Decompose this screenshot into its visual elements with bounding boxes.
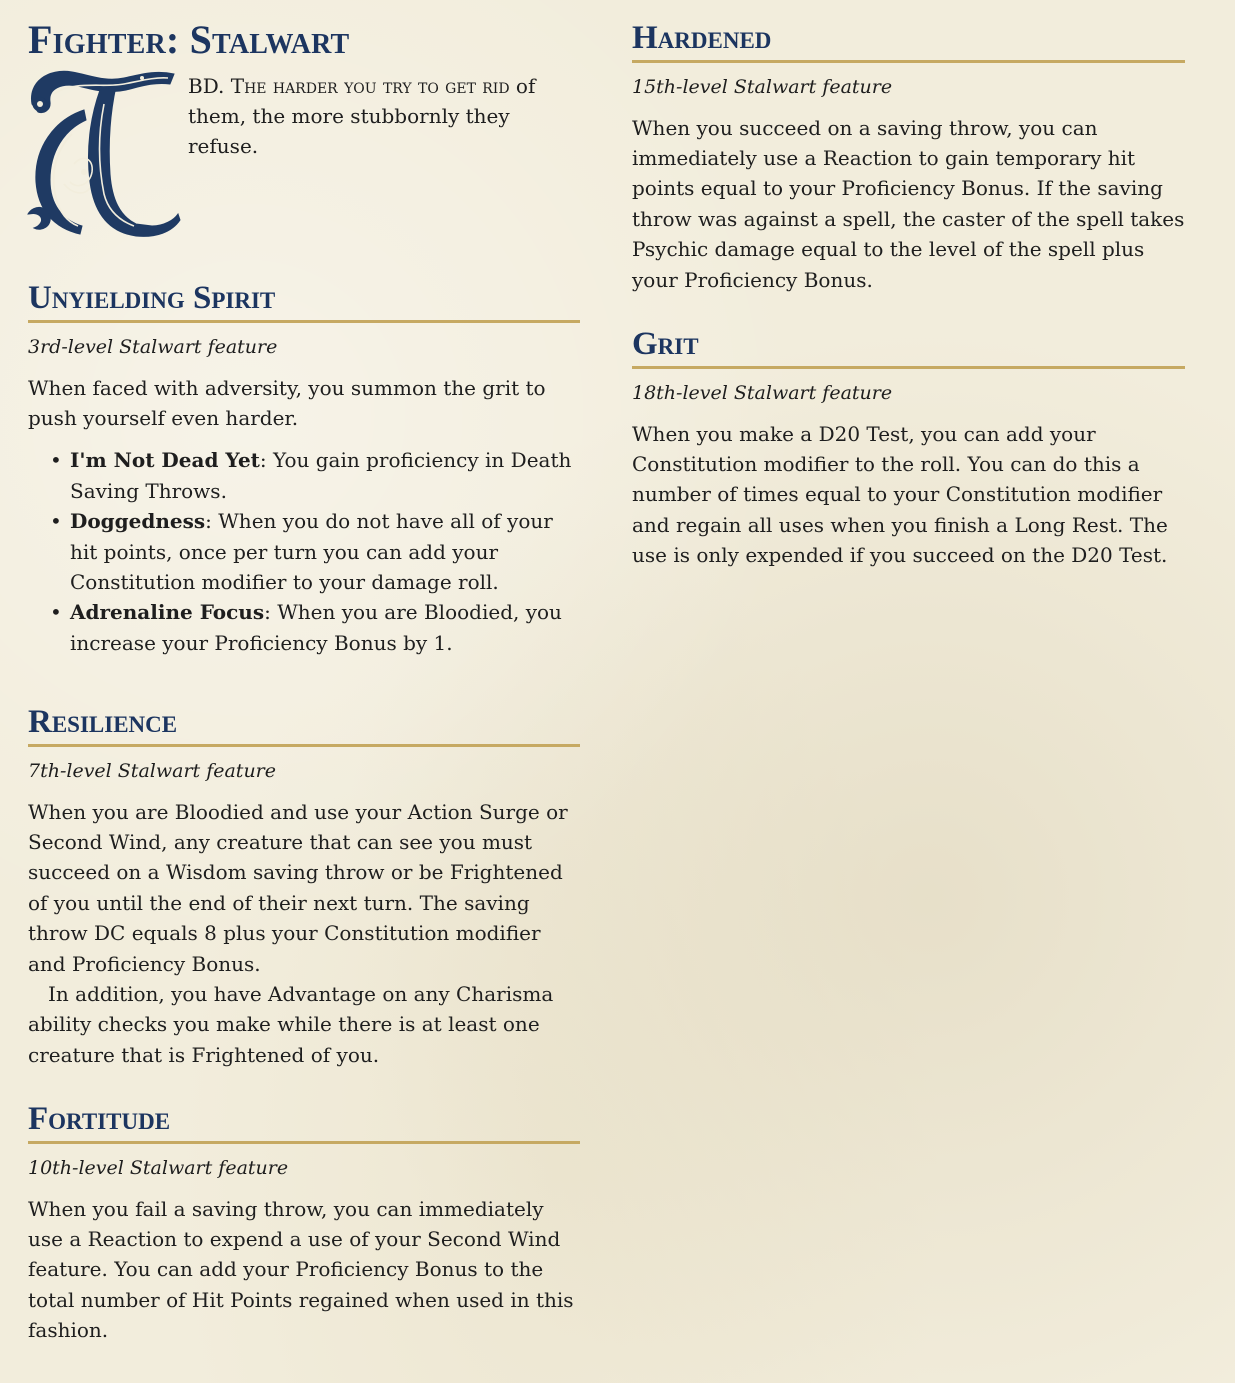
section-hardened [632,21,1185,295]
section-heading: Resilience [28,705,580,747]
feature-level: 3rd-level Stalwart feature [28,335,278,358]
intro-paragraph [188,71,578,161]
section-heading: Unyielding Spirit [28,281,580,323]
bullet-term: I'm Not Dead Yet [70,448,260,473]
section-body: When you fail a saving throw, you can immediately use a Reaction to expend a use of your Second Wind feature. You can add your Proficiency Bonus to the total number of Hit Points regained when used in this fashion. [28,1196,574,1343]
section-heading: Grit [632,327,1185,369]
section-body: When you make a D20 Test, you can add your Constitution modifier to the roll. You can do this a number of times equal to your Constitution modifier and regain all uses when you finish a Long Rest. The use is only expended if you succeed on the D20 Test. [632,421,1168,568]
list-item [28,445,580,506]
list-item [28,506,580,597]
ornate-letter-t-icon [24,64,182,240]
feature-level: 18th-level Stalwart feature [632,381,893,404]
section-body: When you succeed on a saving throw, you can immediately use a Reaction to gain temporary hit points equal to your Proficiency Bonus. If the saving throw was against a spell, the caster of the spell takes Psychic damage equal to the level of the spell plus your Proficiency Bonus. [632,115,1185,292]
list-item [28,597,580,658]
bullet-icon: • [50,600,62,625]
bullet-text: : When you are Bloodied, you increase your Proficiency Bonus by 1. [70,600,562,655]
bullet-text: : When you do not have all of your hit points, once per turn you can add your Constitution modifier to your damage roll. [70,509,553,595]
feature-level: 10th-level Stalwart feature [28,1156,289,1179]
bullet-icon: • [50,509,62,534]
section-body: When you are Bloodied and use your Action Surge or Second Wind, any creature that can see you must succeed on a Wisdom saving throw or be Frightened of you until the end of their next turn. The saving throw DC equals 8 plus your Constitution modifier and Proficiency Bonus. [28,799,568,976]
feature-level: 15th-level Stalwart feature [632,75,893,98]
bullet-text: : You gain proficiency in Death Saving Throws. [70,448,572,503]
feature-list [28,445,580,658]
bullet-term: Doggedness [70,509,206,534]
section-resilience [28,705,580,1070]
section-fortitude [28,1102,580,1346]
intro-lead: BD. The harder you try to get rid [188,74,510,98]
section-heading: Hardened [632,21,1185,63]
page-title: Fighter: Stalwart [28,17,350,62]
section-body: When faced with adversity, you summon the grit to push yourself even harder. [28,375,546,431]
section-body-continued: In addition, you have Advantage on any Charisma ability checks you make while there is at least one creature that is Frightened of you. [28,982,554,1067]
section-grit [632,327,1185,571]
intro-rest: of them, the more stubbornly they refuse. [188,74,536,158]
bullet-icon: • [50,448,62,473]
bullet-term: Adrenaline Focus [70,600,265,625]
section-heading: Fortitude [28,1102,580,1144]
section-unyielding-spirit [28,281,580,658]
feature-level: 7th-level Stalwart feature [28,759,277,782]
